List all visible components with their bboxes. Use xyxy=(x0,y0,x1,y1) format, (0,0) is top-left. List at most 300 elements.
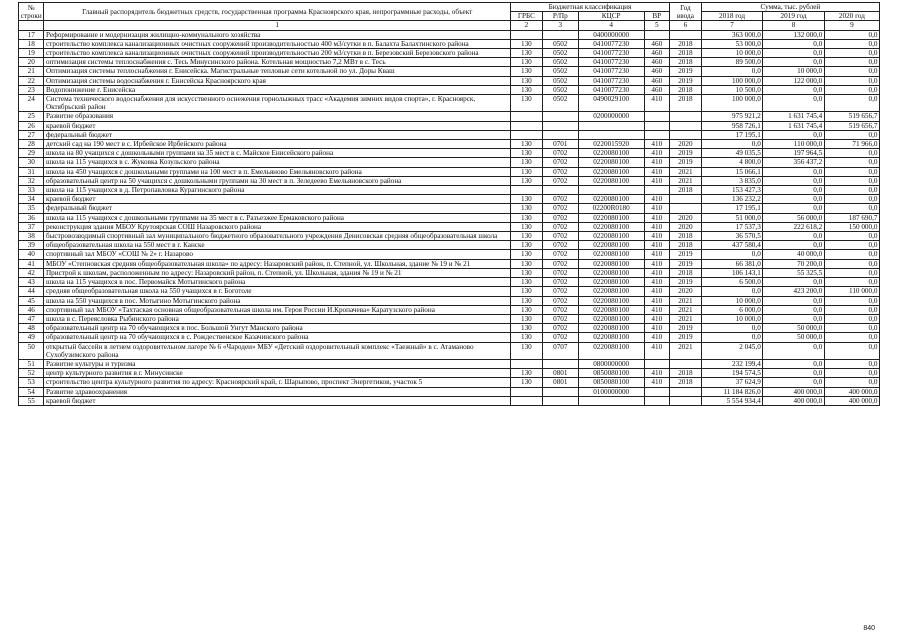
row-amount-2018: 232 199,4 xyxy=(701,359,762,368)
row-amount-2018: 17 537,3 xyxy=(701,222,762,231)
row-rpr: 0702 xyxy=(542,250,578,259)
row-grbs: 130 xyxy=(510,222,542,231)
row-amount-2020: 0,0 xyxy=(824,195,879,204)
row-kcsr: 0850080100 xyxy=(578,378,644,387)
row-rpr: 0702 xyxy=(542,314,578,323)
row-amount-2019: 356 437,2 xyxy=(763,158,824,167)
row-rpr: 0502 xyxy=(542,67,578,76)
row-grbs: 130 xyxy=(510,140,542,149)
row-amount-2019: 0,0 xyxy=(763,130,824,139)
table-row xyxy=(19,67,880,76)
row-rpr xyxy=(542,130,578,139)
row-amount-2019: 0,0 xyxy=(763,378,824,387)
row-number: 18 xyxy=(19,39,44,48)
row-name: Пристрой к школам, расположенным по адресу: Назаровский район, п. Степной, ул. Школьная, здания № 19 и № 21 xyxy=(44,268,511,277)
header-rpr: Р/Пр xyxy=(542,12,578,21)
row-amount-2020: 0,0 xyxy=(824,232,879,241)
row-kcsr: 0220080100 xyxy=(578,241,644,250)
row-name: Система технического водоснабжения для искусственного оснежения горнолыжных трасс «Академия зимних видов спорта», г. Красноярск, Октябрьский район xyxy=(44,95,511,112)
table-row xyxy=(19,250,880,259)
row-year: 2018 xyxy=(670,268,702,277)
row-name: Оптимизация системы теплоснабжения г. Енисейска. Магистральные тепловые сети котельной по ул. Доры Кваш xyxy=(44,67,511,76)
row-name: строительство комплекса канализационных очистных сооружений производительностью 200 м3/сутки в п. Березовский Березовского района xyxy=(44,49,511,58)
row-rpr: 0801 xyxy=(542,378,578,387)
row-rpr: 0702 xyxy=(542,232,578,241)
row-rpr: 0502 xyxy=(542,95,578,112)
row-year xyxy=(670,359,702,368)
row-vr: 410 xyxy=(644,250,669,259)
table-row xyxy=(19,95,880,112)
row-amount-2018: 51 000,0 xyxy=(701,213,762,222)
row-name: Оптимизация системы водоснабжения г. Енисейска Красноярского края xyxy=(44,76,511,85)
row-name: образовательный центр на 50 учащихся с дошкольными группами на 30 мест в п. Зеледеево Емельяновского района xyxy=(44,176,511,185)
row-amount-2019: 1 631 745,4 xyxy=(763,112,824,121)
row-kcsr: 0100000000 xyxy=(578,387,644,396)
row-amount-2019: 0,0 xyxy=(763,314,824,323)
row-kcsr: 0410077230 xyxy=(578,58,644,67)
row-number: 37 xyxy=(19,222,44,231)
row-kcsr xyxy=(578,121,644,130)
row-amount-2020: 0,0 xyxy=(824,305,879,314)
row-vr: 410 xyxy=(644,287,669,296)
row-amount-2018: 0,0 xyxy=(701,324,762,333)
budget-document xyxy=(18,2,880,406)
table-row xyxy=(19,241,880,250)
row-grbs: 130 xyxy=(510,95,542,112)
table-row xyxy=(19,232,880,241)
row-kcsr: 0220080100 xyxy=(578,232,644,241)
row-rpr: 0702 xyxy=(542,333,578,342)
row-amount-2020: 0,0 xyxy=(824,342,879,359)
row-rpr: 0702 xyxy=(542,305,578,314)
row-rpr xyxy=(542,186,578,195)
budget-table xyxy=(18,2,880,406)
table-row xyxy=(19,305,880,314)
row-number: 25 xyxy=(19,112,44,121)
row-amount-2020: 0,0 xyxy=(824,278,879,287)
row-amount-2018: 15 066,1 xyxy=(701,167,762,176)
row-grbs: 130 xyxy=(510,268,542,277)
row-kcsr: 0220080100 xyxy=(578,167,644,176)
row-number: 33 xyxy=(19,186,44,195)
table-row xyxy=(19,278,880,287)
row-amount-2019: 0,0 xyxy=(763,167,824,176)
row-amount-2020: 0,0 xyxy=(824,176,879,185)
table-row xyxy=(19,112,880,121)
row-amount-2019: 222 618,2 xyxy=(763,222,824,231)
row-number: 27 xyxy=(19,130,44,139)
table-row xyxy=(19,58,880,67)
row-amount-2019: 0,0 xyxy=(763,232,824,241)
row-amount-2018: 89 500,0 xyxy=(701,58,762,67)
row-grbs: 130 xyxy=(510,314,542,323)
row-amount-2018: 66 381,0 xyxy=(701,259,762,268)
row-grbs: 130 xyxy=(510,67,542,76)
row-amount-2019: 40 000,0 xyxy=(763,250,824,259)
row-amount-2020: 0,0 xyxy=(824,76,879,85)
table-row xyxy=(19,130,880,139)
row-amount-2020: 0,0 xyxy=(824,58,879,67)
table-row xyxy=(19,85,880,94)
row-amount-2019: 0,0 xyxy=(763,58,824,67)
row-vr: 410 xyxy=(644,268,669,277)
row-grbs: 130 xyxy=(510,76,542,85)
table-row xyxy=(19,39,880,48)
row-name: МБОУ «Степновская средняя общеобразовательная школа» по адресу: Назаровский район, п. Степной, ул. Школьная, здание № 19 и № 21 xyxy=(44,259,511,268)
table-row xyxy=(19,378,880,387)
row-grbs: 130 xyxy=(510,378,542,387)
row-amount-2019: 0,0 xyxy=(763,49,824,58)
table-row xyxy=(19,369,880,378)
row-kcsr: 0220080100 xyxy=(578,342,644,359)
row-name: реконструкция здания МБОУ Крутоярская СОШ Назаровского района xyxy=(44,222,511,231)
row-amount-2020: 400 000,0 xyxy=(824,387,879,396)
header-index xyxy=(19,21,44,30)
row-grbs: 130 xyxy=(510,195,542,204)
row-name: открытый бассейн в летнем оздоровительном лагере № 6 «Чародеи» МБУ «Детский оздоровительный комплекс «Таежный» в с. Атаманово Сухобузимского района xyxy=(44,342,511,359)
row-rpr xyxy=(542,387,578,396)
row-grbs: 130 xyxy=(510,85,542,94)
row-vr: 410 xyxy=(644,95,669,112)
row-grbs: 130 xyxy=(510,241,542,250)
row-rpr: 0801 xyxy=(542,369,578,378)
row-amount-2019: 0,0 xyxy=(763,241,824,250)
row-amount-2018: 10 500,0 xyxy=(701,85,762,94)
row-amount-2018: 10 000,0 xyxy=(701,314,762,323)
row-year: 2018 xyxy=(670,58,702,67)
row-name: федеральный бюджет xyxy=(44,130,511,139)
header-budget-classification: Бюджетная классификация xyxy=(510,3,669,12)
row-kcsr: 0220080100 xyxy=(578,324,644,333)
row-year: 2020 xyxy=(670,287,702,296)
row-number: 21 xyxy=(19,67,44,76)
row-rpr: 0502 xyxy=(542,85,578,94)
row-year xyxy=(670,30,702,39)
row-number: 47 xyxy=(19,314,44,323)
row-amount-2020: 0,0 xyxy=(824,130,879,139)
row-year: 2018 xyxy=(670,369,702,378)
row-kcsr: 0220080100 xyxy=(578,305,644,314)
row-year xyxy=(670,112,702,121)
row-vr: 410 xyxy=(644,158,669,167)
row-number: 36 xyxy=(19,213,44,222)
table-row xyxy=(19,204,880,213)
row-vr: 410 xyxy=(644,140,669,149)
header-index: 6 xyxy=(670,21,702,30)
row-grbs: 130 xyxy=(510,324,542,333)
row-kcsr: 0220080100 xyxy=(578,250,644,259)
row-name: Реформирование и модернизация жилищно-коммунального хозяйства xyxy=(44,30,511,39)
row-amount-2018: 53 000,0 xyxy=(701,39,762,48)
row-number: 50 xyxy=(19,342,44,359)
row-number: 20 xyxy=(19,58,44,67)
row-vr: 460 xyxy=(644,58,669,67)
row-amount-2019: 0,0 xyxy=(763,278,824,287)
row-grbs xyxy=(510,186,542,195)
row-vr: 410 xyxy=(644,378,669,387)
row-vr: 410 xyxy=(644,333,669,342)
row-kcsr: 0220080100 xyxy=(578,222,644,231)
row-number: 32 xyxy=(19,176,44,185)
row-kcsr: 0220080100 xyxy=(578,158,644,167)
row-number: 24 xyxy=(19,95,44,112)
row-vr: 460 xyxy=(644,39,669,48)
row-amount-2020: 0,0 xyxy=(824,259,879,268)
row-kcsr: 0800000000 xyxy=(578,359,644,368)
row-name: строительство комплекса канализационных очистных сооружений производительностью 400 м3/сутки в п. Балахта Балахтинского района xyxy=(44,39,511,48)
page-number: 840 xyxy=(863,625,875,632)
row-year xyxy=(670,195,702,204)
row-number: 40 xyxy=(19,250,44,259)
row-vr xyxy=(644,359,669,368)
row-grbs: 130 xyxy=(510,250,542,259)
row-rpr: 0702 xyxy=(542,287,578,296)
row-number: 46 xyxy=(19,305,44,314)
row-name: школа на 115 учащихся с дошкольными группами на 35 мест в с. Разъезжее Ермаковского района xyxy=(44,213,511,222)
row-number: 28 xyxy=(19,140,44,149)
row-kcsr: 0220080100 xyxy=(578,333,644,342)
row-grbs: 130 xyxy=(510,158,542,167)
row-rpr: 0702 xyxy=(542,259,578,268)
row-kcsr: 0220080100 xyxy=(578,259,644,268)
row-name: общеобразовательная школа на 550 мест в г. Канске xyxy=(44,241,511,250)
row-name: образовательный центр на 70 обучающихся в с. Рождественское Казачинского района xyxy=(44,333,511,342)
row-name: школа на 115 учащихся в пос. Первомайск Мотыгинского района xyxy=(44,278,511,287)
row-year: 2020 xyxy=(670,222,702,231)
row-name: федеральный бюджет xyxy=(44,204,511,213)
row-rpr xyxy=(542,396,578,405)
row-rpr: 0702 xyxy=(542,158,578,167)
row-number: 44 xyxy=(19,287,44,296)
row-vr xyxy=(644,396,669,405)
row-vr: 460 xyxy=(644,85,669,94)
row-amount-2020: 187 690,7 xyxy=(824,213,879,222)
header-index-row xyxy=(19,21,880,30)
row-rpr: 0707 xyxy=(542,342,578,359)
table-row xyxy=(19,140,880,149)
row-amount-2019: 400 000,0 xyxy=(763,396,824,405)
row-amount-2020: 0,0 xyxy=(824,95,879,112)
row-grbs: 130 xyxy=(510,342,542,359)
row-amount-2020: 0,0 xyxy=(824,250,879,259)
row-amount-2019: 400 000,0 xyxy=(763,387,824,396)
row-year: 2018 xyxy=(670,95,702,112)
row-number: 39 xyxy=(19,241,44,250)
table-row xyxy=(19,222,880,231)
row-kcsr: 02200R0180 xyxy=(578,204,644,213)
row-amount-2018: 3 835,0 xyxy=(701,176,762,185)
row-rpr: 0702 xyxy=(542,222,578,231)
row-year: 2019 xyxy=(670,259,702,268)
row-amount-2019: 0,0 xyxy=(763,195,824,204)
row-rpr: 0702 xyxy=(542,324,578,333)
row-amount-2018: 37 624,9 xyxy=(701,378,762,387)
row-number: 26 xyxy=(19,121,44,130)
row-amount-2018: 10 000,0 xyxy=(701,296,762,305)
table-row xyxy=(19,167,880,176)
row-amount-2020: 0,0 xyxy=(824,359,879,368)
row-rpr: 0502 xyxy=(542,49,578,58)
row-name: краевой бюджет xyxy=(44,121,511,130)
row-number: 51 xyxy=(19,359,44,368)
row-amount-2018: 49 035,5 xyxy=(701,149,762,158)
row-amount-2018: 5 554 934,4 xyxy=(701,396,762,405)
row-name: краевой бюджет xyxy=(44,396,511,405)
row-amount-2018: 0,0 xyxy=(701,67,762,76)
row-kcsr: 0220015920 xyxy=(578,140,644,149)
row-name: школа на 80 учащихся с дошкольными группами на 35 мест в с. Майское Енисейского района xyxy=(44,149,511,158)
table-row xyxy=(19,314,880,323)
row-number: 30 xyxy=(19,158,44,167)
row-amount-2020: 0,0 xyxy=(824,49,879,58)
row-vr: 410 xyxy=(644,222,669,231)
row-vr: 410 xyxy=(644,195,669,204)
header-2018: 2018 год xyxy=(701,12,762,21)
row-amount-2020: 519 656,7 xyxy=(824,112,879,121)
row-number: 23 xyxy=(19,85,44,94)
row-amount-2019: 0,0 xyxy=(763,342,824,359)
row-amount-2019: 50 000,0 xyxy=(763,324,824,333)
row-name: краевой бюджет xyxy=(44,195,511,204)
row-vr: 410 xyxy=(644,259,669,268)
row-year xyxy=(670,396,702,405)
row-amount-2018: 975 921,2 xyxy=(701,112,762,121)
row-year: 2021 xyxy=(670,176,702,185)
row-grbs: 130 xyxy=(510,39,542,48)
row-amount-2018: 0,0 xyxy=(701,333,762,342)
row-amount-2018: 100 000,0 xyxy=(701,95,762,112)
table-row xyxy=(19,49,880,58)
row-grbs xyxy=(510,130,542,139)
row-amount-2018: 153 427,3 xyxy=(701,186,762,195)
row-amount-2018: 194 574,5 xyxy=(701,369,762,378)
row-year xyxy=(670,121,702,130)
row-vr: 460 xyxy=(644,49,669,58)
header-2019: 2019 год xyxy=(763,12,824,21)
table-body xyxy=(19,30,880,405)
row-number: 45 xyxy=(19,296,44,305)
row-kcsr: 0410077230 xyxy=(578,67,644,76)
row-rpr: 0702 xyxy=(542,278,578,287)
row-amount-2019: 0,0 xyxy=(763,176,824,185)
row-grbs: 130 xyxy=(510,204,542,213)
table-row xyxy=(19,259,880,268)
row-amount-2020: 519 656,7 xyxy=(824,121,879,130)
row-year: 2020 xyxy=(670,213,702,222)
table-row xyxy=(19,287,880,296)
row-number: 31 xyxy=(19,167,44,176)
header-index: 2 xyxy=(510,21,542,30)
row-amount-2018: 6 500,0 xyxy=(701,278,762,287)
row-amount-2019: 0,0 xyxy=(763,359,824,368)
table-row xyxy=(19,324,880,333)
row-number: 55 xyxy=(19,396,44,405)
header-name: Главный распорядитель бюджетных средств, государственная программа Красноярского края, непрограммные расходы, объект xyxy=(44,3,511,21)
header-index: 7 xyxy=(701,21,762,30)
row-amount-2020: 0,0 xyxy=(824,369,879,378)
row-kcsr: 0220080100 xyxy=(578,149,644,158)
row-amount-2020: 0,0 xyxy=(824,296,879,305)
header-year: Год ввода xyxy=(670,3,702,21)
table-row xyxy=(19,268,880,277)
row-vr: 410 xyxy=(644,369,669,378)
row-amount-2018: 0,0 xyxy=(701,287,762,296)
row-year: 2021 xyxy=(670,314,702,323)
row-year: 2019 xyxy=(670,158,702,167)
row-amount-2019: 0,0 xyxy=(763,39,824,48)
row-number: 34 xyxy=(19,195,44,204)
row-kcsr: 0220080100 xyxy=(578,213,644,222)
row-number: 35 xyxy=(19,204,44,213)
row-amount-2020: 110 000,0 xyxy=(824,287,879,296)
row-vr: 410 xyxy=(644,213,669,222)
row-vr: 410 xyxy=(644,204,669,213)
row-name: спортивный зал МБОУ «СОШ № 2» г. Назарово xyxy=(44,250,511,259)
row-name: быстровозводимый спортивный зал муниципального бюджетного образовательного учреждения Денисовская средняя общеобразовательная школа xyxy=(44,232,511,241)
row-rpr: 0702 xyxy=(542,149,578,158)
row-grbs xyxy=(510,30,542,39)
row-kcsr: 0220080100 xyxy=(578,268,644,277)
row-name: средняя общеобразовательная школа на 550 учащихся в г. Боготоле xyxy=(44,287,511,296)
row-number: 42 xyxy=(19,268,44,277)
row-name: школа на 450 учащихся с дошкольными группами на 100 мест в п. Емельяново Емельяновского района xyxy=(44,167,511,176)
row-amount-2020: 0,0 xyxy=(824,30,879,39)
row-vr: 460 xyxy=(644,76,669,85)
row-rpr: 0702 xyxy=(542,213,578,222)
row-year: 2019 xyxy=(670,333,702,342)
header-index: 5 xyxy=(644,21,669,30)
row-number: 43 xyxy=(19,278,44,287)
row-kcsr xyxy=(578,130,644,139)
row-kcsr: 0410077230 xyxy=(578,39,644,48)
row-year: 2019 xyxy=(670,250,702,259)
row-amount-2019: 0,0 xyxy=(763,369,824,378)
table-row xyxy=(19,296,880,305)
row-amount-2020: 0,0 xyxy=(824,241,879,250)
row-year: 2018 xyxy=(670,241,702,250)
row-grbs: 130 xyxy=(510,333,542,342)
row-amount-2020: 0,0 xyxy=(824,167,879,176)
row-grbs: 130 xyxy=(510,176,542,185)
row-grbs xyxy=(510,359,542,368)
row-name: оптимизация системы теплоснабжения с. Тесь Минусинского района. Котельная мощностью 7,2 МВт в с. Тесь xyxy=(44,58,511,67)
row-year: 2018 xyxy=(670,85,702,94)
row-rpr: 0702 xyxy=(542,296,578,305)
row-amount-2019: 56 000,0 xyxy=(763,213,824,222)
row-vr xyxy=(644,30,669,39)
row-amount-2020: 0,0 xyxy=(824,378,879,387)
row-kcsr: 0850080100 xyxy=(578,369,644,378)
row-name: Водопонижение г. Енисейска xyxy=(44,85,511,94)
row-amount-2020: 0,0 xyxy=(824,149,879,158)
row-amount-2019: 55 325,5 xyxy=(763,268,824,277)
header-grbs: ГРБС xyxy=(510,12,542,21)
row-kcsr: 0220080100 xyxy=(578,314,644,323)
row-name: Развитие культуры и туризма xyxy=(44,359,511,368)
row-kcsr: 0220080100 xyxy=(578,176,644,185)
row-rpr xyxy=(542,112,578,121)
row-amount-2019: 423 200,0 xyxy=(763,287,824,296)
row-vr: 410 xyxy=(644,305,669,314)
row-kcsr xyxy=(578,186,644,195)
row-year: 2021 xyxy=(670,167,702,176)
row-amount-2019: 1 631 745,4 xyxy=(763,121,824,130)
table-row xyxy=(19,121,880,130)
row-amount-2019: 0,0 xyxy=(763,305,824,314)
row-rpr: 0702 xyxy=(542,204,578,213)
table-row xyxy=(19,30,880,39)
row-name: спортивный зал МБОУ «Тахтаская основная общеобразовательная школа им. Героя России И.Кропачева» Каратузского района xyxy=(44,305,511,314)
